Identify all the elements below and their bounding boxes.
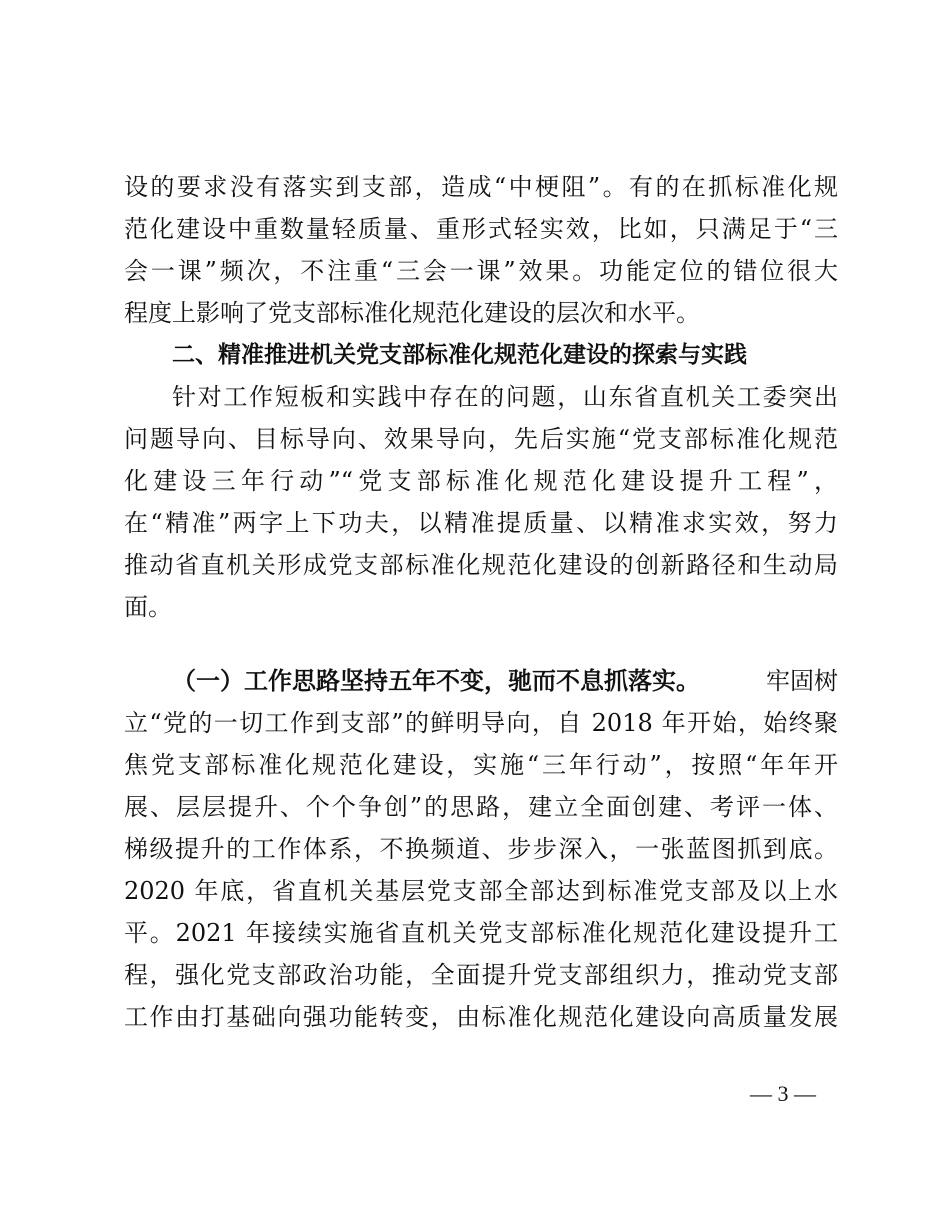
paragraph-line: 梯级提升的工作体系，不换频道、步步深入，一张蓝图抓到底。 [124,835,838,863]
paragraph-line-start: 牢固树 [766,667,838,695]
paragraph-line: 面。 [124,593,172,621]
paragraph-line: 针对工作短板和实践中存在的问题，山东省直机关工委突出 [172,383,838,411]
paragraph-line: 工作由打基础向强功能转变，由标准化规范化建设向高质量发展 [124,1003,838,1031]
paragraph-line: 推动省直机关形成党支部标准化规范化建设的创新路径和生动局 [124,551,838,579]
paragraph-line: 程度上影响了党支部标准化规范化建设的层次和水平。 [124,299,700,327]
paragraph-line: 问题导向、目标导向、效果导向，先后实施“党支部标准化规范 [124,425,838,453]
page-number: — 3 — [750,1081,816,1106]
subsection-line [172,664,838,698]
section-heading: 二、精准推进机关党支部标准化规范化建设的探索与实践 [172,342,747,368]
paragraph-line: 在“精准”两字上下功夫，以精准提质量、以精准求实效，努力 [124,509,838,537]
paragraph-line: 范化建设中重数量轻质量、重形式轻实效，比如，只满足于“三 [124,215,838,243]
paragraph-line: 焦党支部标准化规范化建设，实施“三年行动”，按照“年年开 [124,751,838,779]
paragraph-line: 程，强化党支部政治功能，全面提升党支部组织力，推动党支部 [124,961,838,989]
paragraph-line: 立“党的一切工作到支部”的鲜明导向，自 2018 年开始，始终聚 [124,709,838,737]
subsection-heading: （一）工作思路坚持五年不变，驰而不息抓落实。 [172,666,700,695]
paragraph-line: 设的要求没有落实到支部，造成“中梗阻”。有的在抓标准化规 [124,173,838,201]
paragraph-line: 展、层层提升、个个争创”的思路，建立全面创建、考评一体、 [124,793,838,821]
paragraph-line: 平。2021 年接续实施省直机关党支部标准化规范化建设提升工 [124,919,838,947]
paragraph-line: 会一课”频次，不注重“三会一课”效果。功能定位的错位很大 [124,257,838,285]
paragraph-line: 化建设三年行动”“党支部标准化规范化建设提升工程”， [124,467,838,495]
paragraph-line: 2020 年底，省直机关基层党支部全部达到标准党支部及以上水 [124,877,838,905]
